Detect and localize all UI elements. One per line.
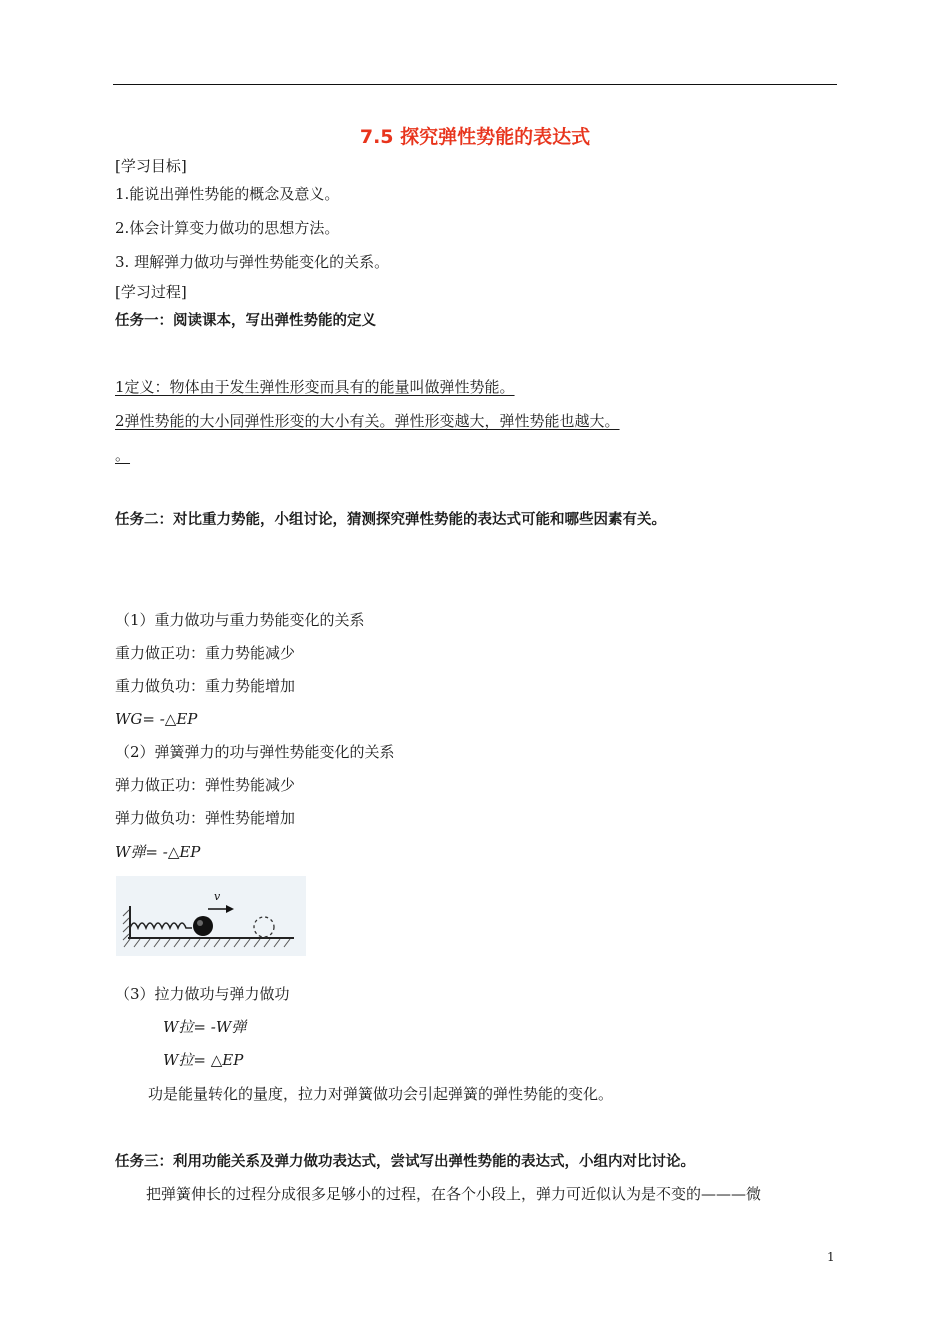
- sub1-positive: 重力做正功：重力势能减少: [115, 644, 296, 662]
- objective-item: 1.能说出弹性势能的概念及意义。: [115, 185, 340, 203]
- task1-heading: 任务一：阅读课本，写出弹性势能的定义: [115, 313, 376, 329]
- sub1-title: （1）重力做功与重力势能变化的关系: [115, 611, 365, 629]
- page-number: 1: [827, 1250, 835, 1264]
- sub2-positive: 弹力做正功：弹性势能减少: [115, 776, 296, 794]
- task1-end: 。: [115, 446, 131, 464]
- objective-item: 3. 理解弹力做功与弹性势能变化的关系。: [115, 253, 390, 271]
- sub2-negative: 弹力做负功：弹性势能增加: [115, 809, 296, 827]
- velocity-label: v: [214, 890, 221, 903]
- process-header: [学习过程]: [115, 283, 187, 301]
- sub2-title: （2）弹簧弹力的功与弹性势能变化的关系: [115, 743, 395, 761]
- task1-relation: 2弹性势能的大小同弹性形变的大小有关。弹性形变越大，弹性势能也越大。: [115, 412, 620, 430]
- sub3-formula2: W拉= △EP: [163, 1051, 244, 1069]
- objectives-header: [学习目标]: [115, 157, 187, 175]
- sub1-negative: 重力做负功：重力势能增加: [115, 677, 296, 695]
- sub3-title: （3）拉力做功与弹力做功: [115, 985, 290, 1003]
- task3-heading: 任务三：利用功能关系及弹力做功表达式，尝试写出弹性势能的表达式，小组内对比讨论。: [115, 1154, 695, 1170]
- spring-ball-figure: [116, 876, 306, 956]
- task2-heading: 任务二：对比重力势能，小组讨论，猜测探究弹性势能的表达式可能和哪些因素有关。: [115, 512, 666, 528]
- objective-item: 2.体会计算变力做功的思想方法。: [115, 219, 340, 237]
- sub1-formula: WG= -△EP: [115, 710, 198, 728]
- sub3-formula1: W拉= -W弹: [163, 1018, 247, 1036]
- task1-definition: 1定义：物体由于发生弹性形变而具有的能量叫做弹性势能。: [115, 378, 515, 396]
- task3-text: 把弹簧伸长的过程分成很多足够小的过程，在各个小段上，弹力可近似认为是不变的———微: [146, 1185, 762, 1203]
- header-rule: [113, 84, 837, 85]
- sub2-formula: W弹= -△EP: [115, 843, 201, 861]
- sub3-text: 功是能量转化的量度，拉力对弹簧做功会引起弹簧的弹性势能的变化。: [148, 1085, 614, 1103]
- page-title: 7.5 探究弹性势能的表达式: [359, 126, 591, 148]
